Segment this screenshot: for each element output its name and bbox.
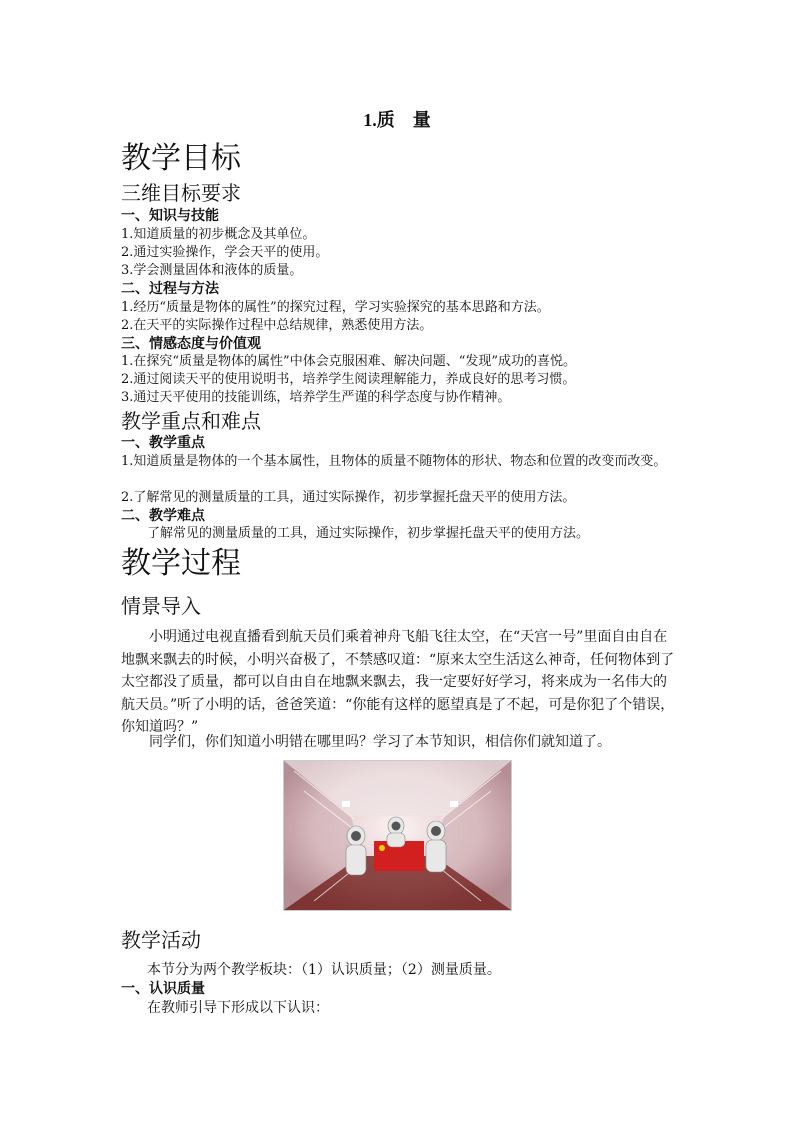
- activity-guidance: 在教师引导下形成以下认识：: [147, 1000, 329, 1016]
- astronauts-photo: [283, 760, 512, 911]
- process-heading: 教学过程: [121, 546, 241, 581]
- teaching-difficulty-heading: 二、教学难点: [121, 508, 205, 524]
- objective-item: 3.学会测量固体和液体的质量。: [121, 263, 303, 278]
- intro-heading: 情景导入: [121, 594, 201, 618]
- attitude-values-heading: 三、情感态度与价值观: [121, 336, 261, 352]
- teaching-focus-heading: 一、教学重点: [121, 435, 205, 451]
- three-dim-goals-heading: 三维目标要求: [121, 181, 241, 205]
- document-title: 1.质 量: [363, 110, 431, 130]
- keypoint-item: 2.了解常见的测量质量的工具，通过实际操作，初步掌握托盘天平的使用方法。: [121, 490, 576, 505]
- difficulty-text: 了解常见的测量质量的工具，通过实际操作，初步掌握托盘天平的使用方法。: [147, 526, 590, 541]
- keypoint-item: 1.知道质量是物体的一个基本属性，且物体的质量不随物体的形状、物态和位置的改变而改变。: [121, 454, 667, 469]
- objective-item: 1.知道质量的初步概念及其单位。: [121, 227, 316, 242]
- objective-item: 1.在探究“质量是物体的属性”中体会克服困难、解决问题、“发现”成功的喜悦。: [121, 354, 576, 369]
- process-methods-heading: 二、过程与方法: [121, 281, 219, 297]
- objective-item: 2.在天平的实际操作过程中总结规律，熟悉使用方法。: [121, 318, 433, 333]
- objective-item: 1.经历“质量是物体的属性”的探究过程，学习实验探究的基本思路和方法。: [121, 300, 550, 315]
- astronauts-illustration: [284, 761, 511, 910]
- intro-question: 同学们，你们知道小明错在哪里吗？学习了本节知识，相信你们就知道了。: [149, 734, 611, 750]
- keypoints-heading: 教学重点和难点: [121, 409, 261, 433]
- intro-paragraph: 小明通过电视直播看到航天员们乘着神舟飞船飞往太空，在“天宫一号”里面自由自在地飘来飘去的时候，小明兴奋极了，不禁感叹道：“原来太空生活这么神奇，任何物体到了太空都没了质量，都可以自由自在地飘来飘去，我一定要好好学习，将来成为一名伟大的航天员。”听了小明的话，爸爸笑道：“你能有这样的愿望真是了不起，可是你犯了个错误，你知道吗？”: [121, 629, 675, 735]
- objectives-heading: 教学目标: [121, 141, 241, 176]
- know-mass-heading: 一、认识质量: [121, 981, 205, 997]
- objective-item: 2.通过阅读天平的使用说明书，培养学生阅读理解能力，养成良好的思考习惯。: [121, 372, 576, 387]
- objective-item: 3.通过天平使用的技能训练，培养学生严谨的科学态度与协作精神。: [121, 390, 511, 405]
- knowledge-skills-heading: 一、知识与技能: [121, 208, 219, 224]
- objective-item: 2.通过实验操作，学会天平的使用。: [121, 245, 329, 260]
- activity-heading: 教学活动: [121, 928, 201, 952]
- activity-paragraph: 本节分为两个教学板块：（1）认识质量；（2）测量质量。: [147, 962, 501, 978]
